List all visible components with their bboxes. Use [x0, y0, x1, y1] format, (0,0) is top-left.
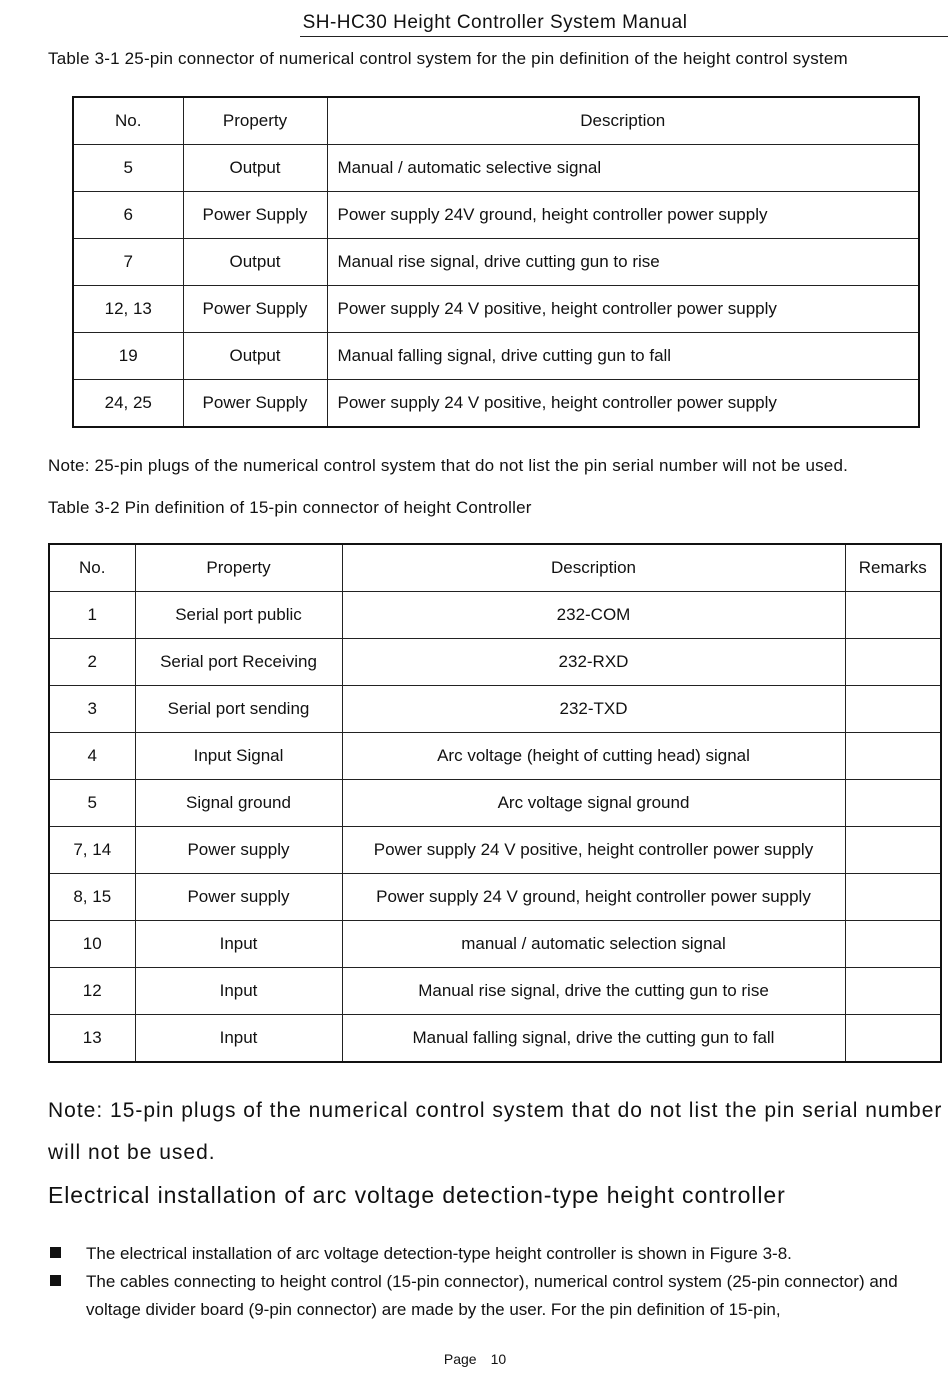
- pin-description: Power supply 24 V positive, height controller power supply: [342, 827, 845, 874]
- bullet-list: [48, 1240, 950, 1324]
- pin-description: Power supply 24 V positive, height controller power supply: [327, 286, 919, 333]
- table-row: [49, 592, 941, 639]
- list-item: [48, 1268, 950, 1324]
- pin-description: manual / automatic selection signal: [342, 921, 845, 968]
- list-item: [48, 1240, 950, 1268]
- table-row: [73, 192, 919, 239]
- pin-property: Power Supply: [183, 192, 327, 239]
- column-header-no: No.: [49, 544, 135, 592]
- pin-number: 5: [49, 780, 135, 827]
- column-header-property: Property: [183, 97, 327, 145]
- pin-description: Manual falling signal, drive cutting gun to fall: [327, 333, 919, 380]
- pin-remarks: [845, 592, 941, 639]
- square-bullet-icon: [50, 1275, 61, 1286]
- pin-description: Manual falling signal, drive the cutting gun to fall: [342, 1015, 845, 1063]
- pin-description: 232-TXD: [342, 686, 845, 733]
- header-rule: [300, 36, 948, 37]
- pin-description: Arc voltage (height of cutting head) signal: [342, 733, 845, 780]
- table-row: [49, 968, 941, 1015]
- pin-number: 3: [49, 686, 135, 733]
- column-header-no: No.: [73, 97, 183, 145]
- table-row: [73, 239, 919, 286]
- table-25pin-connector: [72, 96, 920, 428]
- pin-property: Input: [135, 1015, 342, 1063]
- pin-number: 8, 15: [49, 874, 135, 921]
- table-row: [49, 827, 941, 874]
- table-row: [49, 780, 941, 827]
- pin-description: Power supply 24 V ground, height controller power supply: [342, 874, 845, 921]
- table-row: [73, 286, 919, 333]
- pin-number: 19: [73, 333, 183, 380]
- pin-property: Serial port sending: [135, 686, 342, 733]
- column-header-property: Property: [135, 544, 342, 592]
- table-row: [73, 380, 919, 428]
- pin-number: 5: [73, 145, 183, 192]
- table-row: [49, 639, 941, 686]
- pin-property: Serial port Receiving: [135, 639, 342, 686]
- pin-remarks: [845, 921, 941, 968]
- column-header-description: Description: [327, 97, 919, 145]
- pin-description: Power supply 24V ground, height controller power supply: [327, 192, 919, 239]
- list-item-text: The electrical installation of arc voltage detection-type height controller is shown in Figure 3-8.: [86, 1244, 792, 1263]
- table2-caption: Table 3-2 Pin definition of 15-pin connector of height Controller: [48, 498, 532, 517]
- table-header-row: [73, 97, 919, 145]
- pin-property: Serial port public: [135, 592, 342, 639]
- pin-property: Power Supply: [183, 286, 327, 333]
- pin-number: 2: [49, 639, 135, 686]
- pin-property: Input: [135, 921, 342, 968]
- page-number: 10: [490, 1351, 507, 1367]
- table-row: [73, 333, 919, 380]
- pin-description: Arc voltage signal ground: [342, 780, 845, 827]
- column-header-remarks: Remarks: [845, 544, 941, 592]
- pin-remarks: [845, 1015, 941, 1063]
- pin-property: Power Supply: [183, 380, 327, 428]
- table-row: [49, 733, 941, 780]
- pin-remarks: [845, 968, 941, 1015]
- pin-remarks: [845, 827, 941, 874]
- page-footer: [0, 1351, 950, 1367]
- pin-description: 232-COM: [342, 592, 845, 639]
- section-heading: Electrical installation of arc voltage detection-type height controller: [48, 1182, 786, 1208]
- pin-property: Power supply: [135, 874, 342, 921]
- pin-description: Manual rise signal, drive cutting gun to rise: [327, 239, 919, 286]
- pin-number: 13: [49, 1015, 135, 1063]
- pin-remarks: [845, 686, 941, 733]
- pin-number: 6: [73, 192, 183, 239]
- pin-number: 10: [49, 921, 135, 968]
- pin-property: Input: [135, 968, 342, 1015]
- pin-number: 4: [49, 733, 135, 780]
- pin-remarks: [845, 639, 941, 686]
- list-item-text: The cables connecting to height control (15-pin connector), numerical control system (25-pin connector) and voltage divider board (9-pin connector) are made by the user. For the pin definition of 15-pin,: [86, 1272, 898, 1319]
- table-row: [49, 921, 941, 968]
- table-row: [73, 145, 919, 192]
- pin-number: 7: [73, 239, 183, 286]
- running-header: SH-HC30 Height Controller System Manual: [302, 12, 688, 33]
- pin-property: Signal ground: [135, 780, 342, 827]
- pin-number: 12: [49, 968, 135, 1015]
- pin-number: 12, 13: [73, 286, 183, 333]
- pin-remarks: [845, 733, 941, 780]
- pin-remarks: [845, 874, 941, 921]
- table-15pin-connector: [48, 543, 942, 1063]
- table-row: [49, 1015, 941, 1063]
- page-label: Page: [443, 1351, 477, 1367]
- pin-description: Manual / automatic selective signal: [327, 145, 919, 192]
- pin-property: Output: [183, 239, 327, 286]
- pin-description: Power supply 24 V positive, height controller power supply: [327, 380, 919, 428]
- table-header-row: [49, 544, 941, 592]
- pin-number: 7, 14: [49, 827, 135, 874]
- table-row: [49, 874, 941, 921]
- table2-note: Note: 15-pin plugs of the numerical control system that do not list the pin serial number will not be used.: [48, 1099, 943, 1164]
- pin-property: Output: [183, 145, 327, 192]
- table-row: [49, 686, 941, 733]
- pin-property: Input Signal: [135, 733, 342, 780]
- pin-remarks: [845, 780, 941, 827]
- table1-note: Note: 25-pin plugs of the numerical control system that do not list the pin serial number will not be used.: [48, 456, 849, 475]
- pin-property: Power supply: [135, 827, 342, 874]
- pin-property: Output: [183, 333, 327, 380]
- pin-number: 1: [49, 592, 135, 639]
- square-bullet-icon: [50, 1247, 61, 1258]
- column-header-description: Description: [342, 544, 845, 592]
- pin-description: Manual rise signal, drive the cutting gun to rise: [342, 968, 845, 1015]
- table1-caption: Table 3-1 25-pin connector of numerical control system for the pin definition of the height control system: [48, 49, 848, 68]
- pin-number: 24, 25: [73, 380, 183, 428]
- pin-description: 232-RXD: [342, 639, 845, 686]
